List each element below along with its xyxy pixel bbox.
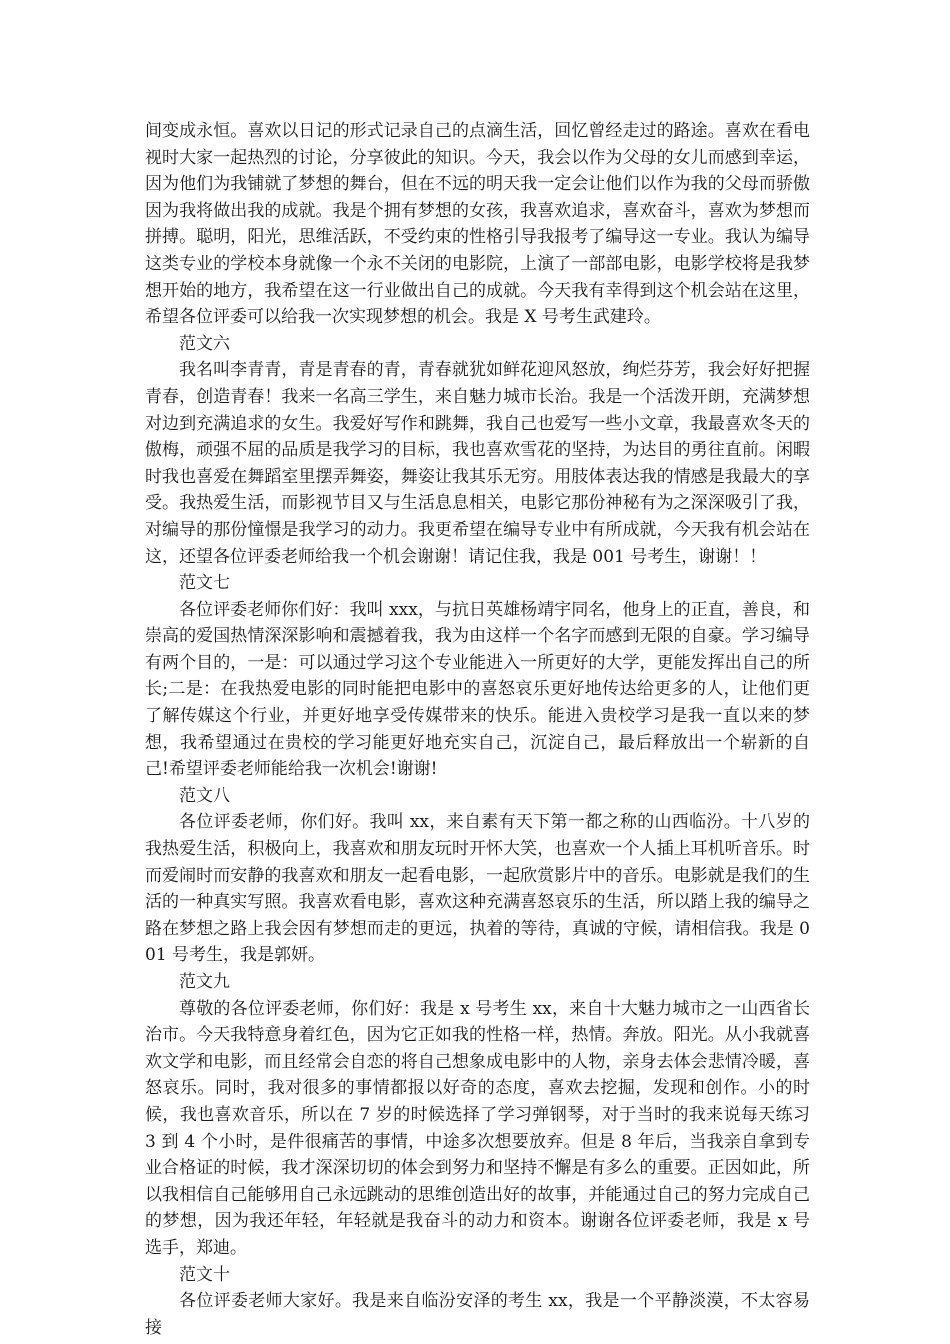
section-body-7: 各位评委老师你们好：我叫 xxx，与抗日英雄杨靖宇同名，他身上的正直，善良，和崇高的爱国热情深深影响和震撼着我，我为由这样一个名字而感到无限的自豪。学习编导有两个目的，一是：可以通过学习这个专业能进入一所更好的大学，更能发挥出自己的所长;二是：在我热爱电影的同时能把电影中的喜怒哀乐更好地传达给更多的人，让他们更了解传媒这个行业，并更好地享受传媒带来的快乐。能进入贵校学习是我一直以来的梦想，我希望通过在贵校的学习能更好地充实自己，沉淀自己，最后释放出一个崭新的自己!希望评委老师能给我一次机会!谢谢! [145,599,810,780]
section-body-8: 各位评委老师，你们好。我叫 xx，来自素有天下第一都之称的山西临汾。十八岁的我热爱生活，积极向上，我喜欢和朋友玩时开怀大笑，也喜欢一个人插上耳机听音乐。时而爱闹时而安静的我喜欢和朋友一起看电影，一起欣赏影片中的音乐。电影就是我们的生活的一种真实写照。我喜欢看电影，喜欢这种充满喜怒哀乐的生活，所以踏上我的编导之路在梦想之路上我会因有梦想而走的更远，执着的等待，真诚的守候，请相信我。我是 001 号考生，我是郭妍。 [145,812,810,966]
section-heading-10: 范文十 [179,1264,230,1285]
section-heading-8: 范文八 [179,785,230,806]
continuation-paragraph: 间变成永恒。喜欢以日记的形式记录自己的点滴生活，回忆曾经走过的路途。喜欢在看电视时大家一起热烈的讨论，分享彼此的知识。今天，我会以作为父母的女儿而感到幸运，因为他们为我铺就了梦想的舞台，但在不远的明天我一定会让他们以作为我的父母而骄傲因为我将做出我的成就。我是个拥有梦想的女孩，我喜欢追求，喜欢奋斗，喜欢为梦想而拼搏。聪明，阳光，思维活跃，不受约束的性格引导我报考了编导这一专业。我认为编导这类专业的学校本身就像一个永不关闭的电影院，上演了一部部电影，电影学校将是我梦想开始的地方，我希望在这一行业做出自己的成就。今天我有幸得到这个机会站在这里，希望各位评委可以给我一次实现梦想的机会。我是 X 号考生武建玲。 [145,121,810,328]
section-heading-9: 范文九 [179,972,230,992]
section-heading-6: 范文六 [179,333,230,354]
section-body-10: 各位评委老师大家好。我是来自临汾安泽的考生 xx，我是一个平静淡漠，不太容易接 [145,1291,810,1338]
document-page [145,118,810,1341]
section-heading-7: 范文七 [179,573,230,594]
section-body-9: 尊敬的各位评委老师，你们好：我是 x 号考生 xx，来自十大魅力城市之一山西省长治市。今天我特意身着红色，因为它正如我的性格一样，热情。奔放。阳光。从小我就喜欢文学和电影，而且经常会自恋的将自己想象成电影中的人物，亲身去体会悲情冷暖，喜怒哀乐。同时，我对很多的事情都报以好奇的态度，喜欢去挖掘，发现和创作。小的时候，我也喜欢音乐，所以在 7 岁的时候选择了学习弹钢琴，对于当时的我来说每天练习 3 到 4 个小时，是件很痛苦的事情，中途多次想要放弃。但是 8 年后，当我亲自拿到专业合格证的时候，我才深深切切的体会到努力和坚持不懈是有多么的重要。正因如此，所以我相信自己能够用自己永远跳动的思维创造出好的故事，并能通过自己的努力完成自己的梦想，因为我还年轻，年轻就是我奋斗的动力和资本。谢谢各位评委老师，我是 x 号选手，郑迪。 [145,998,810,1258]
section-body-6: 我名叫李青青，青是青春的青，青春就犹如鲜花迎风怒放，绚烂芬芳，我会好好把握青春，创造青春！我来一名高三学生，来自魅力城市长治。我是一个活泼开朗，充满梦想对边到充满追求的女生。我爱好写作和跳舞，我自己也爱写一些小文章，我最喜欢冬天的傲梅，顽强不屈的品质是我学习的目标，我也喜欢雪花的坚持，为达目的勇往直前。闲暇时我也喜爱在舞蹈室里摆弄舞姿，舞姿让我其乐无穷。用肢体表达我的情感是我最大的享受。我热爱生活，而影视节目又与生活息息相关，电影它那份神秘有为之深深吸引了我，对编导的那份憧憬是我学习的动力。我更希望在编导专业中有所成就，今天我有机会站在这，还望各位评委老师给我一个机会谢谢！请记住我，我是 001 号考生，谢谢！！ [145,360,810,567]
